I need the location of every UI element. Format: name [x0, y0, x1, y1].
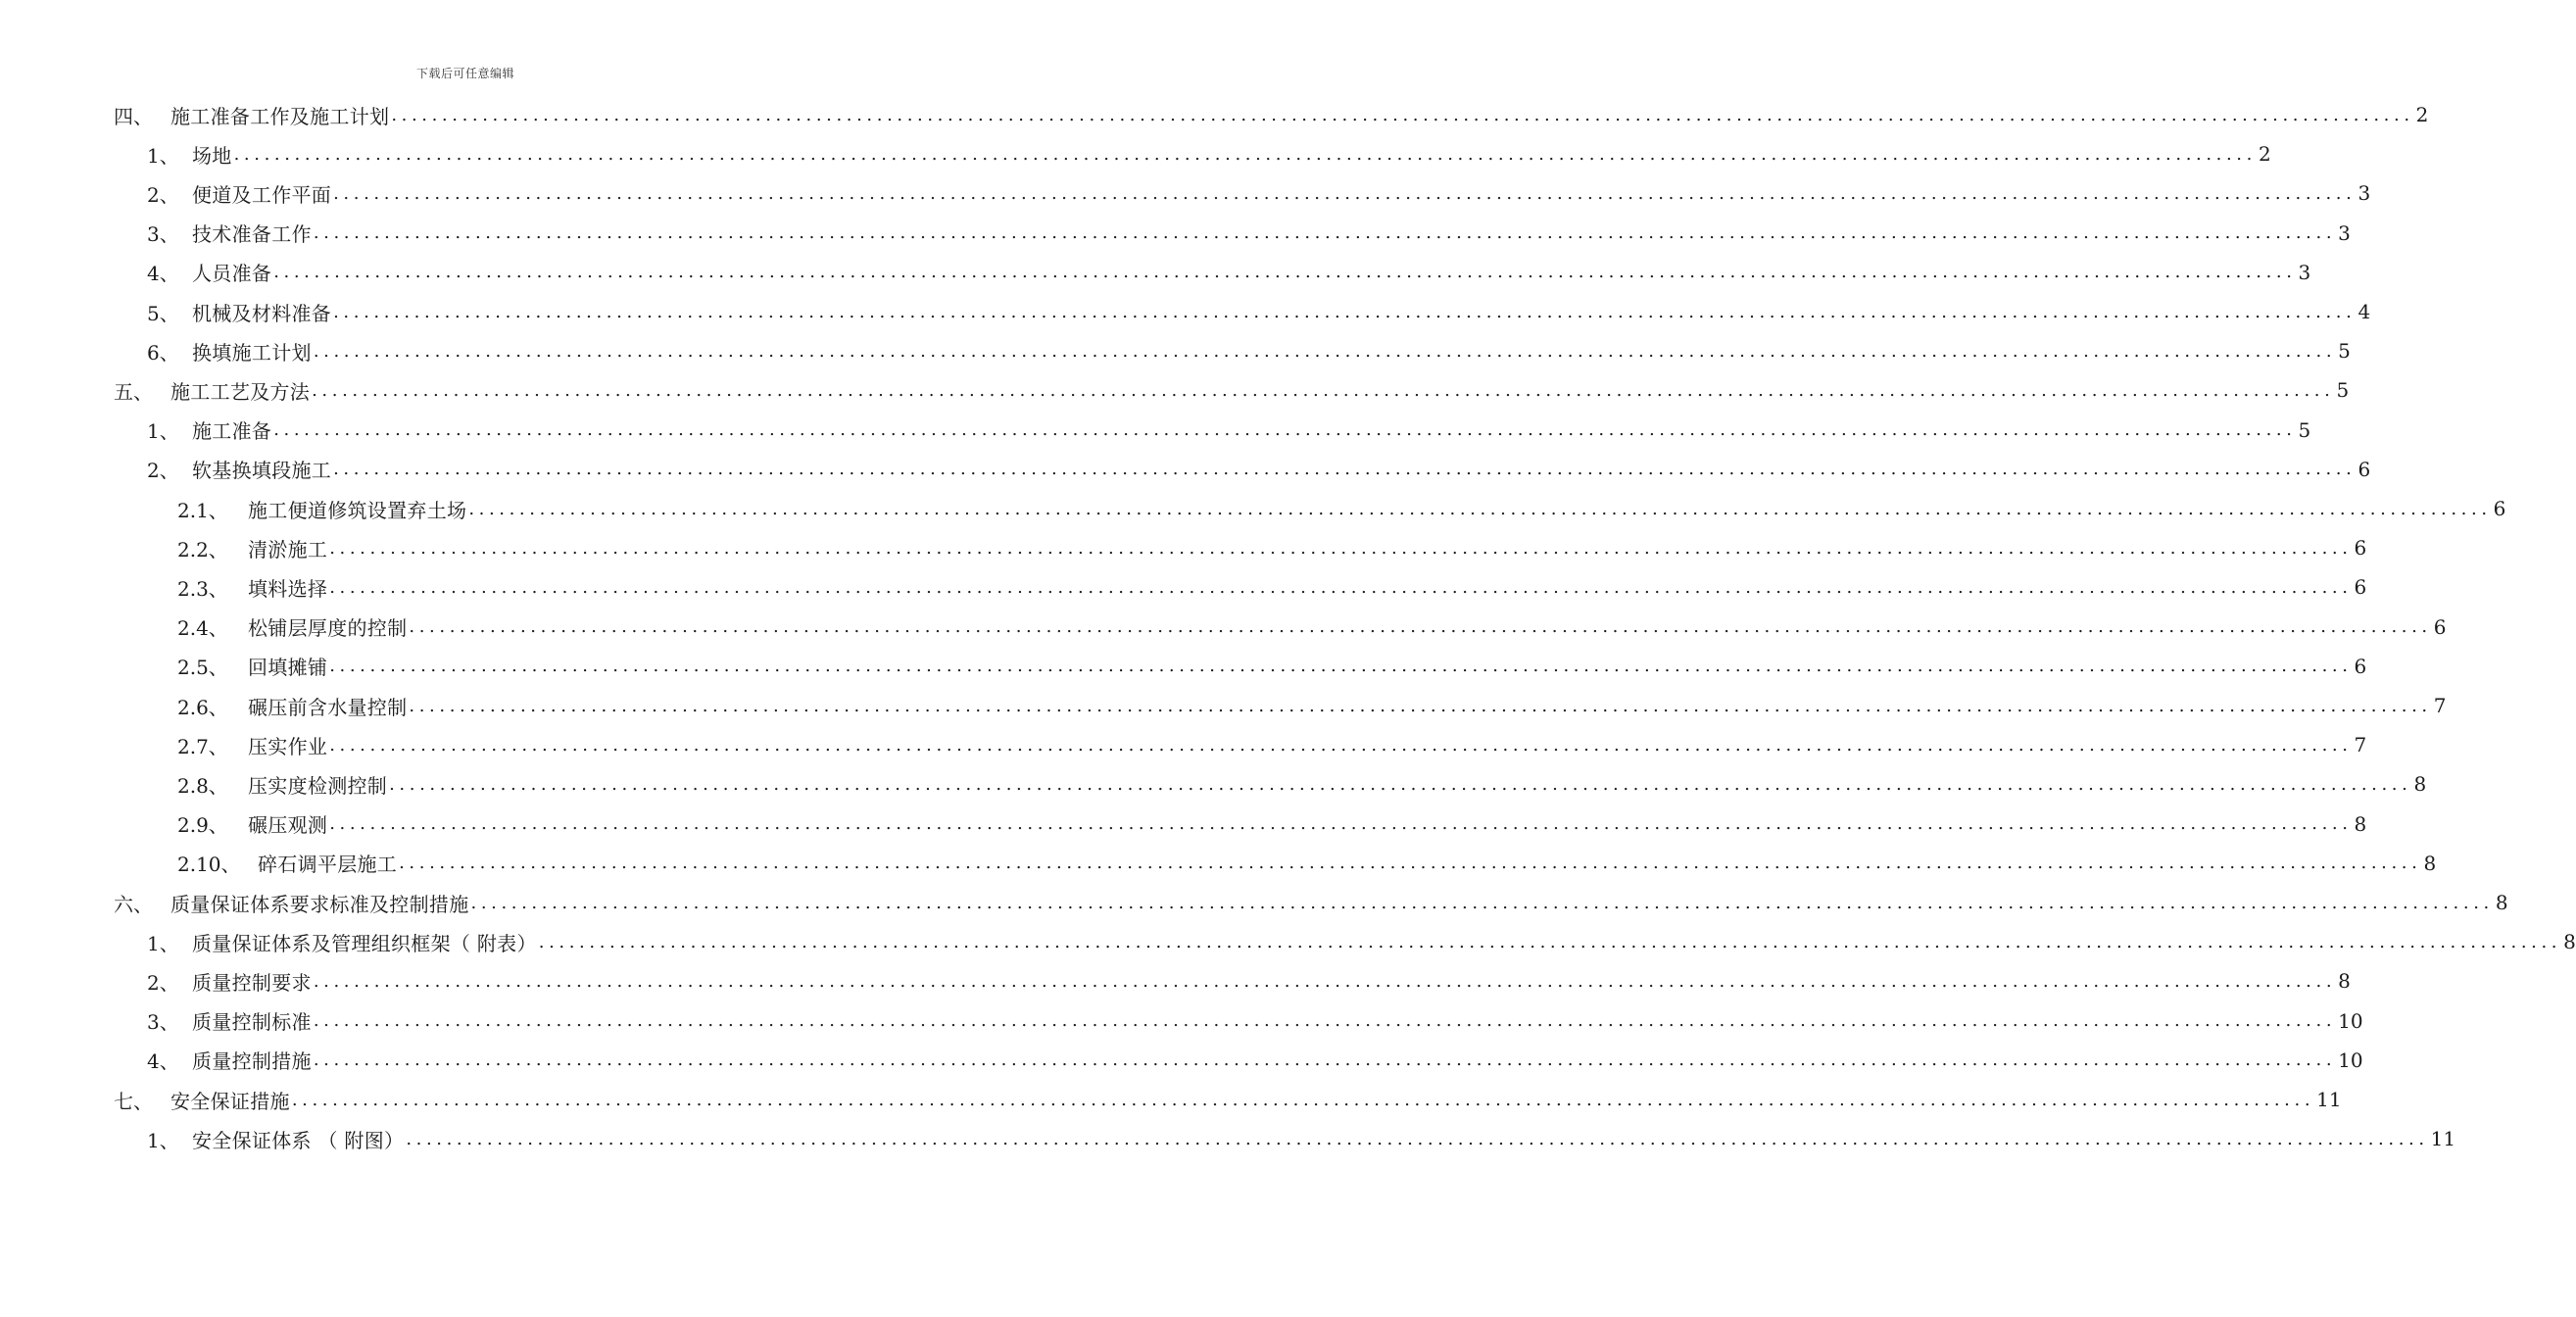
toc-entry-page-number: 7 [2354, 733, 2367, 757]
toc-entry-page-number: 8 [2413, 772, 2427, 797]
toc-entry-number: 2、 [147, 182, 179, 207]
toc-entry-title: 压实作业 [248, 734, 328, 758]
toc-entry[interactable] [177, 608, 2447, 647]
toc-entry[interactable] [147, 922, 2576, 961]
toc-dot-leader: ........................................................................................................................................................................................................ [470, 892, 2494, 913]
toc-dot-leader: ........................................................................................................................................................................................................ [333, 459, 2357, 480]
toc-dot-leader: ........................................................................................................................................................................................................ [406, 1128, 2429, 1149]
toc-entry-title: 机械及材料准备 [192, 301, 332, 325]
toc-dot-leader: ........................................................................................................................................................................................................ [313, 1010, 2337, 1032]
toc-entry-title: 质量控制要求 [192, 970, 312, 995]
toc-entry-number: 3、 [147, 1010, 179, 1035]
toc-entry[interactable] [147, 134, 2271, 173]
toc-entry-number: 七、 [114, 1089, 153, 1113]
toc-dot-leader: ........................................................................................................................................................................................................ [389, 773, 2412, 795]
toc-entry-number: 2.8、 [177, 773, 228, 798]
toc-dot-leader: ........................................................................................................................................................................................................ [291, 1089, 2315, 1110]
toc-entry-title: 清淤施工 [248, 537, 328, 561]
toc-entry[interactable] [147, 1001, 2363, 1041]
toc-dot-leader: ........................................................................................................................................................................................................ [333, 301, 2357, 322]
toc-entry-page-number: 11 [2430, 1127, 2456, 1151]
toc-entry-number: 2.7、 [177, 734, 228, 758]
toc-entry-number: 1、 [147, 1128, 179, 1152]
toc-entry-page-number: 10 [2338, 1048, 2363, 1072]
toc-entry-number: 2.10、 [177, 853, 241, 877]
toc-entry-title: 人员准备 [192, 262, 272, 286]
toc-entry[interactable] [147, 1119, 2456, 1158]
toc-entry-title: 安全保证体系 （ 附图） [192, 1128, 405, 1152]
toc-entry[interactable] [147, 1041, 2363, 1080]
toc-entry-number: 2.1、 [177, 498, 228, 522]
toc-dot-leader: ........................................................................................................................................................................................................ [333, 182, 2357, 204]
toc-entry[interactable] [177, 647, 2367, 686]
toc-dot-leader: ........................................................................................................................................................................................................ [312, 379, 2335, 401]
toc-entry-title: 软基换填段施工 [192, 459, 332, 483]
toc-entry-number: 1、 [147, 143, 179, 168]
toc-dot-leader: ........................................................................................................................................................................................................ [329, 813, 2353, 835]
toc-dot-leader: ........................................................................................................................................................................................................ [409, 695, 2432, 716]
toc-entry-page-number: 7 [2433, 694, 2447, 717]
toc-entry-number: 五、 [114, 379, 153, 404]
toc-entry-page-number: 4 [2357, 300, 2371, 323]
toc-entry-title: 技术准备工作 [192, 222, 312, 247]
toc-dot-leader: ........................................................................................................................................................................................................ [538, 931, 2562, 952]
toc-entry-page-number: 3 [2298, 260, 2311, 284]
toc-entry[interactable] [147, 214, 2351, 253]
toc-entry-title: 施工工艺及方法 [170, 379, 311, 404]
toc-entry-title: 场地 [192, 143, 232, 168]
toc-entry-title: 换填施工计划 [192, 340, 312, 365]
toc-entry-page-number: 5 [2338, 339, 2351, 364]
toc-entry-title: 质量控制措施 [192, 1049, 312, 1074]
toc-entry-page-number: 6 [2357, 457, 2371, 481]
toc-entry[interactable] [177, 725, 2367, 764]
toc-entry-number: 2、 [147, 970, 179, 995]
toc-dot-leader: ........................................................................................................................................................................................................ [329, 656, 2353, 677]
toc-entry-number: 2.3、 [177, 576, 228, 601]
toc-dot-leader: ........................................................................................................................................................................................................ [409, 616, 2432, 638]
toc-entry[interactable] [177, 764, 2427, 804]
toc-entry-page-number: 2 [2258, 142, 2271, 167]
toc-entry-number: 四、 [114, 104, 153, 128]
toc-entry-page-number: 8 [2495, 891, 2508, 914]
toc-entry-title: 施工便道修筑设置弃土场 [248, 498, 467, 522]
toc-entry[interactable] [147, 292, 2371, 331]
toc-dot-leader: ........................................................................................................................................................................................................ [313, 1049, 2337, 1071]
toc-entry-page-number: 8 [2563, 930, 2576, 954]
toc-entry-number: 6、 [147, 340, 179, 365]
page-header: 下载后可任意编辑 [415, 67, 514, 80]
toc-entry-page-number: 2 [2415, 103, 2429, 126]
toc-entry-number: 2.6、 [177, 695, 228, 719]
toc-entry-title: 松铺层厚度的控制 [248, 616, 408, 641]
toc-entry-title: 施工准备工作及施工计划 [170, 104, 390, 128]
toc-entry[interactable] [177, 528, 2367, 567]
toc-entry-page-number: 6 [2354, 654, 2367, 678]
toc-entry-number: 2、 [147, 459, 179, 483]
toc-entry[interactable] [114, 883, 2508, 922]
toc-entry-title: 质量保证体系及管理组织框架（ 附表） [192, 931, 537, 955]
toc-entry-title: 填料选择 [248, 576, 328, 601]
toc-entry-title: 便道及工作平面 [192, 182, 332, 207]
toc-entry[interactable] [147, 411, 2311, 450]
toc-entry-number: 3、 [147, 222, 179, 247]
toc-dot-leader: ........................................................................................................................................................................................................ [313, 970, 2337, 992]
toc-entry-number: 4、 [147, 1049, 179, 1074]
toc-entry-page-number: 8 [2338, 969, 2351, 994]
toc-entry[interactable] [147, 253, 2311, 292]
toc-dot-leader: ........................................................................................................................................................................................................ [399, 853, 2422, 874]
toc-dot-leader: ........................................................................................................................................................................................................ [273, 262, 2297, 283]
toc-entry-page-number: 5 [2298, 417, 2311, 442]
toc-entry-page-number: 6 [2433, 614, 2447, 639]
toc-entry-number: 2.5、 [177, 656, 228, 680]
toc-entry-number: 4、 [147, 262, 179, 286]
toc-entry-title: 安全保证措施 [170, 1089, 290, 1113]
toc-entry-title: 回填摊铺 [248, 656, 328, 680]
toc-entry[interactable] [177, 567, 2367, 607]
toc-entry-page-number: 5 [2336, 378, 2350, 403]
toc-entry-page-number: 8 [2354, 811, 2367, 836]
toc-entry[interactable] [114, 95, 2429, 134]
toc-dot-leader: ........................................................................................................................................................................................................ [329, 734, 2353, 756]
toc-entry-title: 碾压前含水量控制 [248, 695, 408, 719]
toc-dot-leader: ........................................................................................................................................................................................................ [313, 222, 2337, 244]
toc-entry[interactable] [147, 450, 2371, 489]
toc-entry-title: 施工准备 [192, 419, 272, 444]
toc-entry[interactable] [177, 805, 2367, 844]
toc-entry-number: 2.4、 [177, 616, 228, 641]
toc-entry-title: 质量保证体系要求标准及控制措施 [170, 892, 469, 916]
toc-entry[interactable] [114, 370, 2350, 410]
toc-entry[interactable] [177, 844, 2437, 883]
toc-entry-page-number: 6 [2493, 497, 2506, 520]
toc-entry-number: 六、 [114, 892, 153, 916]
toc-entry-number: 2.2、 [177, 537, 228, 561]
toc-dot-leader: ........................................................................................................................................................................................................ [391, 104, 2414, 125]
toc-entry-number: 1、 [147, 419, 179, 444]
toc-entry-title: 碾压观测 [248, 813, 328, 838]
toc-entry-page-number: 11 [2316, 1088, 2342, 1111]
toc-entry-title: 压实度检测控制 [248, 773, 388, 798]
toc-entry[interactable] [177, 489, 2506, 528]
toc-entry-page-number: 8 [2423, 851, 2437, 875]
toc-dot-leader: ........................................................................................................................................................................................................ [233, 143, 2257, 165]
toc-entry-number: 5、 [147, 301, 179, 325]
toc-entry-number: 2.9、 [177, 813, 228, 838]
toc-dot-leader: ........................................................................................................................................................................................................ [273, 419, 2297, 441]
toc-entry-page-number: 6 [2354, 536, 2367, 561]
toc-entry[interactable] [177, 686, 2447, 725]
toc-entry-title: 质量控制标准 [192, 1010, 312, 1035]
toc-entry-page-number: 3 [2357, 181, 2371, 206]
toc-entry-number: 1、 [147, 931, 179, 955]
toc-entry-page-number: 3 [2338, 220, 2351, 245]
toc-entry-page-number: 10 [2338, 1008, 2363, 1033]
toc-dot-leader: ........................................................................................................................................................................................................ [468, 498, 2492, 519]
toc-dot-leader: ........................................................................................................................................................................................................ [329, 537, 2353, 559]
toc-entry-page-number: 6 [2354, 575, 2367, 600]
toc-entry[interactable] [147, 331, 2351, 370]
toc-entry[interactable] [147, 961, 2351, 1000]
toc-dot-leader: ........................................................................................................................................................................................................ [313, 340, 2337, 362]
toc-entry[interactable] [147, 173, 2371, 213]
toc-entry-title: 碎石调平层施工 [258, 853, 398, 877]
toc-entry[interactable] [114, 1080, 2342, 1119]
toc-dot-leader: ........................................................................................................................................................................................................ [329, 576, 2353, 598]
